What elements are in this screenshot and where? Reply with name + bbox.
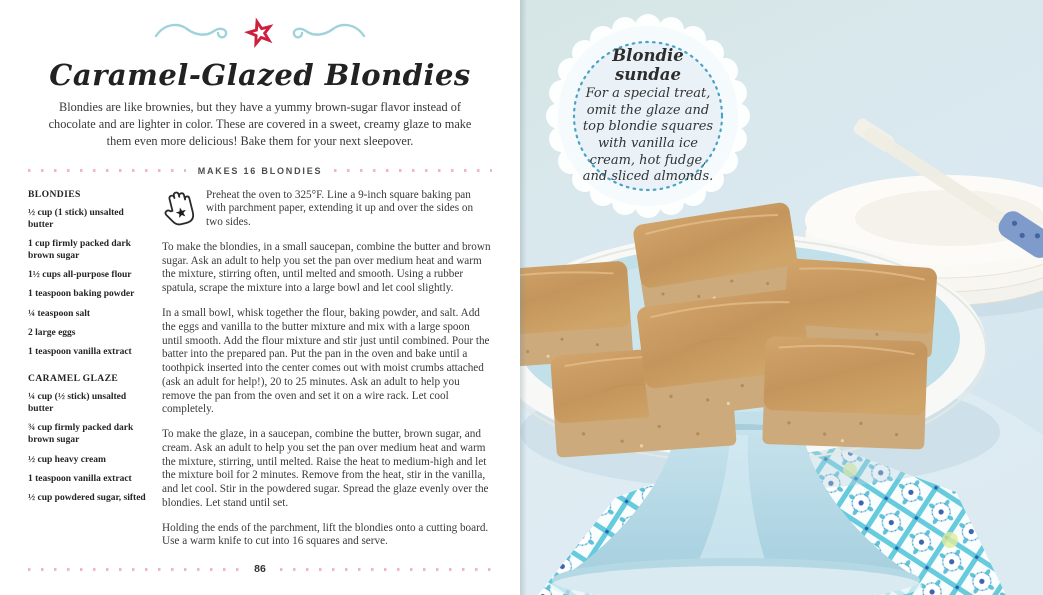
dotted-rule-right (280, 568, 492, 571)
ingredient-item: 1 teaspoon vanilla extract (28, 346, 132, 357)
dotted-rule-left (28, 568, 240, 571)
callout-badge (546, 14, 750, 218)
ingredient-item: 1½ cups all-purpose flour (28, 270, 132, 281)
page-right-photo (520, 0, 1043, 595)
swirl-left-icon (154, 16, 232, 50)
dotted-rule-left (28, 169, 186, 172)
page-left-recipe (0, 0, 520, 595)
yield-label: MAKES 16 BLONDIES (197, 165, 323, 176)
title-decoration (28, 12, 492, 54)
step-paragraph: To make the blondies, in a small saucepan, combine the butter and brown sugar. Ask an adult to help you set the pan over medium heat and warm the mixture, stirring often, until melted and smooth. Using a rubber spatula, scrape the mixture into a large bowl and let cool slightly. (162, 240, 491, 295)
callout-title: Blondie sundae (612, 46, 684, 85)
recipe-intro: Blondies are like brownies, but they have a yummy brown-sugar flavor instead of chocolate and are lighter in color. These are covered in a sweet, creamy glaze to make them even more delicious! Bake them for your next sleepover. (48, 100, 472, 149)
hand-star-icon (162, 187, 198, 234)
step-paragraph: In a small bowl, whisk together the flour, baking powder, and salt. Add the eggs and vanilla to the butter mixture and mix with a large spoon until smooth. Add the flour mixture and stir just until combined. Pour the batter into the prepared pan. Put the pan in the oven and bake until a toothpick inserted into the center comes out with moist crumbs attached (ask an adult for help!), 20 to 25 minutes. Ask an adult to help you remove the pan from the oven and set it on a wire rack. Let cool completely. (162, 306, 490, 416)
recipe-title: Caramel-Glazed Blondies (49, 58, 471, 92)
swirl-right-icon (288, 16, 366, 50)
dotted-rule-right (334, 169, 492, 172)
ingredient-item: 1 teaspoon baking powder (28, 289, 135, 300)
ingredient-item: ¼ cup (½ stick) unsalted butter (28, 392, 127, 415)
ingredient-item: ¼ teaspoon salt (28, 308, 91, 319)
step-paragraph: Holding the ends of the parchment, lift the blondies onto a cutting board. Use a warm knife to cut into 16 squares and serve. (162, 521, 489, 548)
step-paragraph: Preheat the oven to 325°F. Line a 9-inch square baking pan with parchment paper, extending it up and over the sides on two sides. (206, 188, 474, 229)
ingredient-item: ½ cup heavy cream (28, 454, 106, 465)
instructions-column (162, 189, 492, 561)
ingredient-item: 2 large eggs (28, 327, 76, 338)
step-paragraph: To make the glaze, in a saucepan, combine the butter, brown sugar, and cream. Ask an adult to help you set the pan over medium heat and warm the mixture, stirring, until melted. Raise the heat to medium-high and let the mixture boil for 2 minutes. Remove from the heat, stir in the vanilla, and let cool. Stir in the powdered sugar. Spread the glaze evenly over the blondies. Let stand until set. (162, 428, 489, 509)
ingredients-column (28, 189, 146, 561)
yield-rule (28, 166, 492, 176)
blondie-square (762, 336, 928, 450)
ingredient-item: 1 cup firmly packed dark brown sugar (28, 238, 131, 262)
page-footer (28, 563, 492, 575)
ingredient-item: ½ cup powdered sugar, sifted (28, 492, 146, 503)
callout-body: For a special treat, omit the glaze and top blondie squares with vanilla ice cream, hot fudge, and sliced almonds. (582, 86, 714, 185)
page-gutter-shadow (520, 0, 527, 595)
ingredient-item: 1 teaspoon vanilla extract (28, 473, 132, 484)
star-icon (242, 15, 278, 51)
ingredients-heading-blondies: BLONDIES (28, 188, 81, 200)
page-number: 86 (254, 563, 266, 575)
ingredients-heading-glaze: CARAMEL GLAZE (28, 373, 119, 385)
ingredient-item: ¾ cup firmly packed dark brown sugar (28, 423, 134, 446)
ingredient-item: ½ cup (1 stick) unsalted butter (28, 207, 124, 230)
